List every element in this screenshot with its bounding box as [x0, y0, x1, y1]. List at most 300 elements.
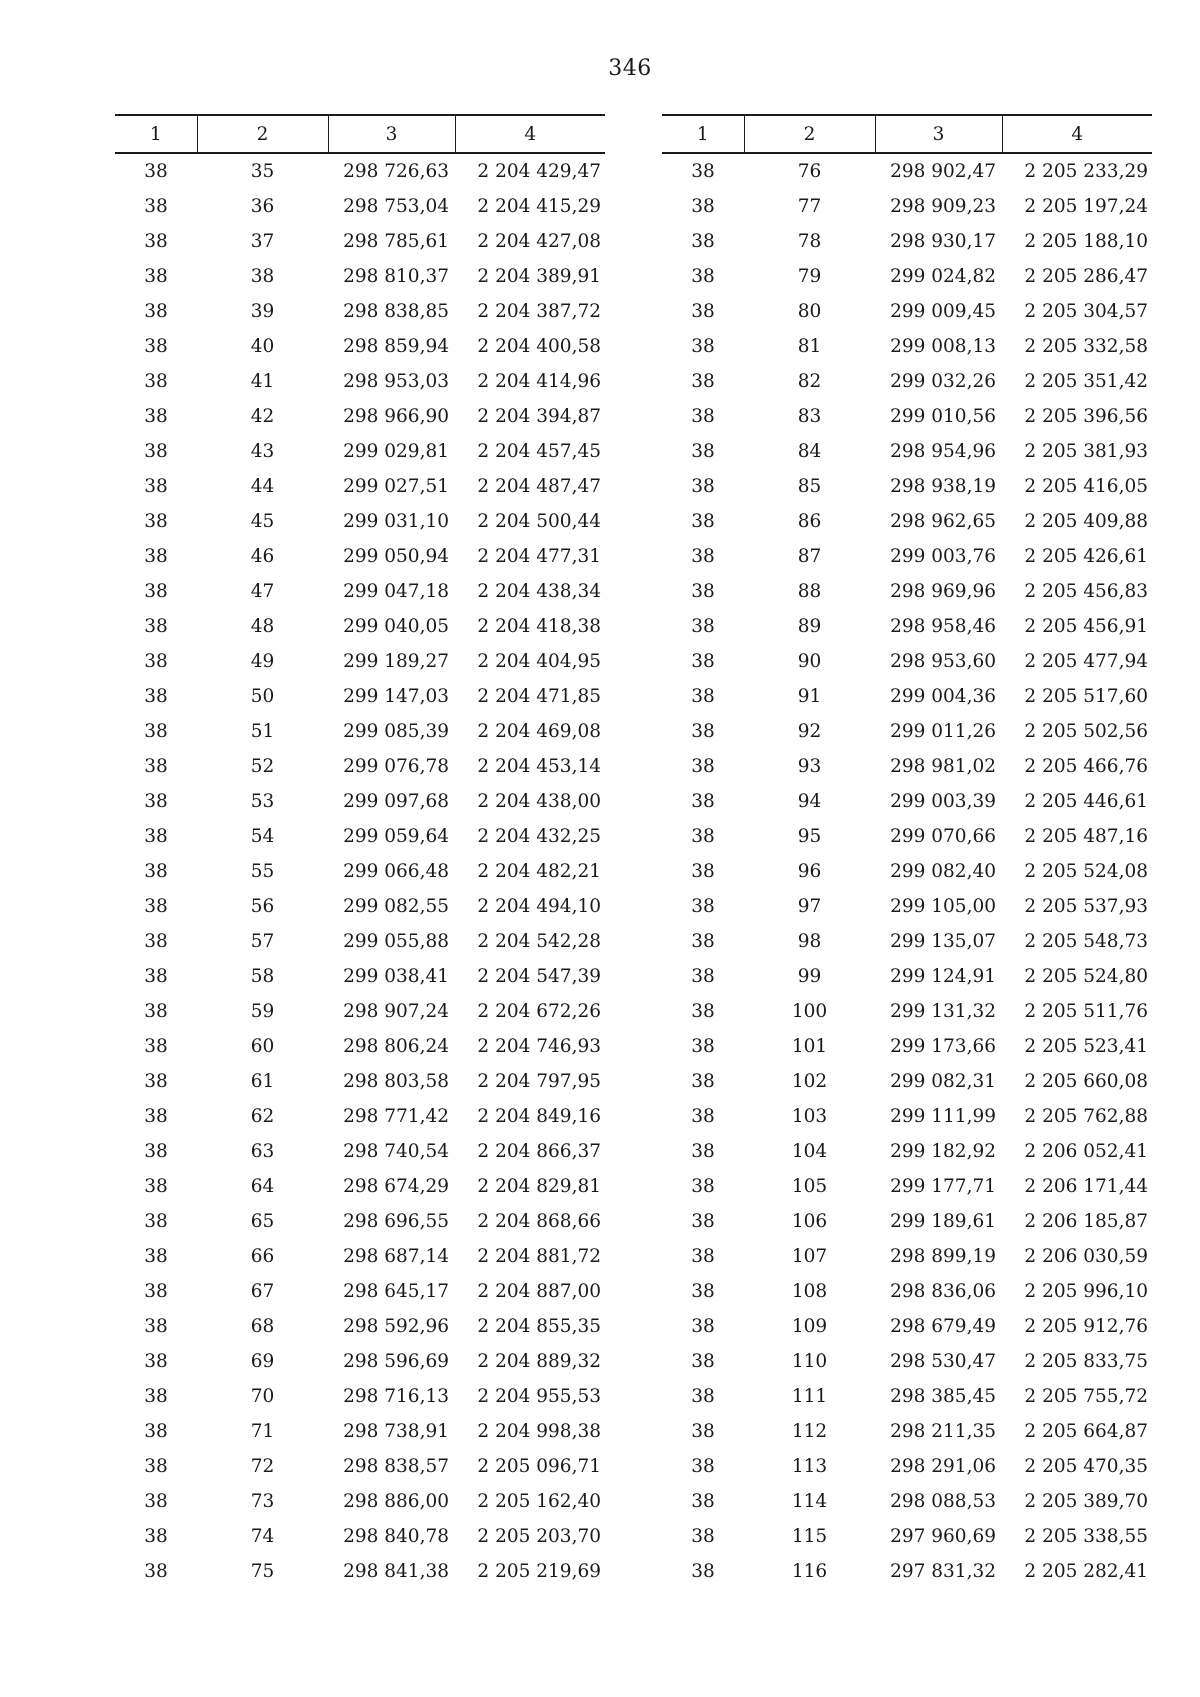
cell-coordinate-y: 2 205 487,16 — [1024, 826, 1148, 847]
table-row — [662, 259, 1152, 294]
cell-point-number: 108 — [791, 1281, 828, 1302]
table-row — [115, 1099, 605, 1134]
column-header-2: 2 — [744, 115, 875, 153]
cell-point-number: 113 — [791, 1456, 828, 1477]
table-row — [115, 1484, 605, 1519]
cell-region: 38 — [691, 546, 715, 567]
cell-region: 38 — [691, 861, 715, 882]
table-row — [115, 1204, 605, 1239]
cell-point-number: 112 — [791, 1421, 828, 1442]
cell-coordinate-x: 298 840,78 — [343, 1526, 449, 1547]
cell-point-number: 36 — [250, 196, 275, 217]
table-row — [115, 1239, 605, 1274]
cell-coordinate-y: 2 205 188,10 — [1024, 231, 1148, 252]
cell-coordinate-x: 298 740,54 — [343, 1141, 449, 1162]
page-number: 346 — [608, 56, 652, 81]
cell-coordinate-y: 2 204 394,87 — [477, 406, 601, 427]
cell-region: 38 — [691, 931, 715, 952]
cell-coordinate-y: 2 204 432,25 — [477, 826, 601, 847]
cell-point-number: 80 — [797, 301, 822, 322]
table-row — [662, 854, 1152, 889]
coordinates-table-left — [115, 114, 605, 1589]
cell-coordinate-x: 299 182,92 — [890, 1141, 996, 1162]
cell-coordinate-y: 2 205 664,87 — [1024, 1421, 1148, 1442]
table-row — [662, 574, 1152, 609]
table-row — [662, 1414, 1152, 1449]
cell-point-number: 65 — [250, 1211, 275, 1232]
cell-coordinate-y: 2 204 418,38 — [477, 616, 601, 637]
cell-region: 38 — [144, 721, 168, 742]
cell-coordinate-y: 2 205 351,42 — [1024, 371, 1148, 392]
table-row — [115, 854, 605, 889]
cell-point-number: 54 — [250, 826, 275, 847]
cell-region: 38 — [144, 266, 168, 287]
cell-coordinate-y: 2 204 414,96 — [477, 371, 601, 392]
table-row — [662, 1029, 1152, 1064]
cell-region: 38 — [691, 476, 715, 497]
cell-point-number: 49 — [250, 651, 275, 672]
cell-region: 38 — [691, 266, 715, 287]
cell-region: 38 — [691, 1001, 715, 1022]
cell-coordinate-x: 298 899,19 — [890, 1246, 996, 1267]
cell-region: 38 — [691, 1141, 715, 1162]
cell-region: 38 — [691, 756, 715, 777]
cell-coordinate-x: 298 909,23 — [890, 196, 996, 217]
cell-coordinate-y: 2 205 446,61 — [1024, 791, 1148, 812]
cell-point-number: 74 — [250, 1526, 275, 1547]
table-row — [115, 1449, 605, 1484]
cell-coordinate-y: 2 205 466,76 — [1024, 756, 1148, 777]
cell-coordinate-y: 2 204 477,31 — [477, 546, 601, 567]
table-row — [115, 994, 605, 1029]
cell-region: 38 — [144, 616, 168, 637]
table-row — [662, 399, 1152, 434]
cell-coordinate-y: 2 205 755,72 — [1024, 1386, 1148, 1407]
cell-point-number: 89 — [797, 616, 822, 637]
cell-point-number: 103 — [791, 1106, 828, 1127]
cell-coordinate-y: 2 204 881,72 — [477, 1246, 601, 1267]
cell-point-number: 66 — [250, 1246, 275, 1267]
cell-point-number: 61 — [250, 1071, 275, 1092]
cell-region: 38 — [144, 1071, 168, 1092]
cell-region: 38 — [691, 686, 715, 707]
cell-coordinate-y: 2 205 524,08 — [1024, 861, 1148, 882]
cell-coordinate-y: 2 205 332,58 — [1024, 336, 1148, 357]
cell-coordinate-x: 299 189,27 — [343, 651, 449, 672]
cell-point-number: 101 — [791, 1036, 828, 1057]
cell-coordinate-y: 2 204 547,39 — [477, 966, 601, 987]
cell-point-number: 84 — [797, 441, 822, 462]
cell-point-number: 45 — [250, 511, 275, 532]
table-row — [662, 1169, 1152, 1204]
column-header-2: 2 — [197, 115, 328, 153]
cell-coordinate-y: 2 204 400,58 — [477, 336, 601, 357]
cell-point-number: 100 — [791, 1001, 828, 1022]
cell-region: 38 — [691, 616, 715, 637]
table-row — [662, 1519, 1152, 1554]
cell-point-number: 83 — [797, 406, 822, 427]
table-row — [115, 1554, 605, 1589]
cell-coordinate-y: 2 204 542,28 — [477, 931, 601, 952]
cell-point-number: 105 — [791, 1176, 828, 1197]
cell-coordinate-y: 2 205 502,56 — [1024, 721, 1148, 742]
table-row — [662, 889, 1152, 924]
cell-region: 38 — [144, 196, 168, 217]
cell-point-number: 71 — [250, 1421, 275, 1442]
cell-point-number: 79 — [797, 266, 822, 287]
cell-coordinate-x: 298 810,37 — [343, 266, 449, 287]
cell-coordinate-x: 299 010,56 — [890, 406, 996, 427]
cell-coordinate-x: 298 674,29 — [343, 1176, 449, 1197]
cell-coordinate-x: 298 716,13 — [343, 1386, 449, 1407]
cell-region: 38 — [691, 371, 715, 392]
cell-coordinate-x: 298 841,38 — [343, 1561, 449, 1582]
column-header-1: 1 — [662, 115, 744, 153]
cell-region: 38 — [144, 651, 168, 672]
table-row — [115, 574, 605, 609]
table-row — [115, 539, 605, 574]
cell-region: 38 — [144, 336, 168, 357]
cell-region: 38 — [144, 1106, 168, 1127]
table-row — [115, 153, 605, 189]
cell-coordinate-y: 2 204 487,47 — [477, 476, 601, 497]
cell-coordinate-y: 2 205 548,73 — [1024, 931, 1148, 952]
cell-coordinate-x: 298 902,47 — [890, 161, 996, 182]
cell-coordinate-y: 2 206 171,44 — [1024, 1176, 1148, 1197]
cell-region: 38 — [144, 1561, 168, 1582]
cell-region: 38 — [691, 1421, 715, 1442]
cell-point-number: 96 — [797, 861, 822, 882]
cell-coordinate-y: 2 204 746,93 — [477, 1036, 601, 1057]
cell-coordinate-y: 2 205 456,83 — [1024, 581, 1148, 602]
cell-coordinate-x: 298 886,00 — [343, 1491, 449, 1512]
cell-point-number: 47 — [250, 581, 275, 602]
cell-coordinate-x: 298 291,06 — [890, 1456, 996, 1477]
table-row — [662, 1379, 1152, 1414]
cell-region: 38 — [144, 1491, 168, 1512]
cell-coordinate-x: 299 038,41 — [343, 966, 449, 987]
table-row — [115, 399, 605, 434]
cell-point-number: 87 — [797, 546, 822, 567]
cell-point-number: 70 — [250, 1386, 275, 1407]
table-row — [662, 539, 1152, 574]
cell-coordinate-x: 298 738,91 — [343, 1421, 449, 1442]
cell-point-number: 94 — [797, 791, 822, 812]
cell-coordinate-x: 299 124,91 — [890, 966, 996, 987]
cell-region: 38 — [144, 1456, 168, 1477]
cell-coordinate-y: 2 204 855,35 — [477, 1316, 601, 1337]
cell-point-number: 81 — [797, 336, 822, 357]
column-header-4: 4 — [1002, 115, 1152, 153]
cell-region: 38 — [691, 511, 715, 532]
cell-region: 38 — [691, 1106, 715, 1127]
cell-coordinate-x: 299 082,40 — [890, 861, 996, 882]
table-row — [662, 714, 1152, 749]
cell-region: 38 — [691, 196, 715, 217]
cell-coordinate-y: 2 204 469,08 — [477, 721, 601, 742]
table-row — [115, 889, 605, 924]
table-row — [662, 1274, 1152, 1309]
cell-region: 38 — [691, 1491, 715, 1512]
table-row — [662, 819, 1152, 854]
cell-region: 38 — [691, 1211, 715, 1232]
cell-coordinate-x: 298 962,65 — [890, 511, 996, 532]
table-row — [662, 189, 1152, 224]
cell-coordinate-y: 2 204 453,14 — [477, 756, 601, 777]
cell-coordinate-x: 299 076,78 — [343, 756, 449, 777]
table-row — [662, 994, 1152, 1029]
cell-coordinate-y: 2 204 471,85 — [477, 686, 601, 707]
cell-point-number: 44 — [250, 476, 275, 497]
cell-point-number: 99 — [797, 966, 822, 987]
cell-coordinate-y: 2 204 672,26 — [477, 1001, 601, 1022]
cell-coordinate-x: 298 645,17 — [343, 1281, 449, 1302]
cell-coordinate-x: 298 088,53 — [890, 1491, 996, 1512]
table-body — [662, 153, 1152, 1589]
table-row — [115, 749, 605, 784]
cell-point-number: 88 — [797, 581, 822, 602]
cell-coordinate-x: 298 596,69 — [343, 1351, 449, 1372]
cell-coordinate-y: 2 205 219,69 — [477, 1561, 601, 1582]
cell-coordinate-x: 299 085,39 — [343, 721, 449, 742]
table-row — [115, 259, 605, 294]
cell-coordinate-y: 2 204 866,37 — [477, 1141, 601, 1162]
cell-coordinate-y: 2 205 396,56 — [1024, 406, 1148, 427]
cell-point-number: 62 — [250, 1106, 275, 1127]
cell-coordinate-x: 299 097,68 — [343, 791, 449, 812]
cell-coordinate-x: 299 031,10 — [343, 511, 449, 532]
cell-region: 38 — [691, 721, 715, 742]
cell-coordinate-x: 297 960,69 — [890, 1526, 996, 1547]
cell-coordinate-x: 299 082,31 — [890, 1071, 996, 1092]
cell-coordinate-x: 298 806,24 — [343, 1036, 449, 1057]
cell-region: 38 — [691, 581, 715, 602]
cell-coordinate-y: 2 204 797,95 — [477, 1071, 601, 1092]
cell-point-number: 59 — [250, 1001, 275, 1022]
cell-coordinate-x: 298 838,85 — [343, 301, 449, 322]
cell-point-number: 91 — [797, 686, 822, 707]
cell-point-number: 77 — [797, 196, 822, 217]
cell-region: 38 — [144, 1351, 168, 1372]
cell-region: 38 — [144, 511, 168, 532]
table-row — [115, 1029, 605, 1064]
cell-coordinate-y: 2 204 494,10 — [477, 896, 601, 917]
cell-point-number: 86 — [797, 511, 822, 532]
cell-region: 38 — [691, 791, 715, 812]
cell-region: 38 — [144, 161, 168, 182]
cell-point-number: 51 — [250, 721, 275, 742]
cell-coordinate-y: 2 205 477,94 — [1024, 651, 1148, 672]
cell-coordinate-y: 2 205 381,93 — [1024, 441, 1148, 462]
cell-region: 38 — [144, 931, 168, 952]
cell-coordinate-y: 2 206 185,87 — [1024, 1211, 1148, 1232]
table-row — [662, 644, 1152, 679]
table-row — [662, 1239, 1152, 1274]
cell-point-number: 102 — [791, 1071, 828, 1092]
cell-point-number: 111 — [791, 1386, 828, 1407]
cell-coordinate-x: 299 050,94 — [343, 546, 449, 567]
cell-point-number: 114 — [791, 1491, 828, 1512]
table-row — [115, 1309, 605, 1344]
table-row — [115, 1274, 605, 1309]
table-row — [115, 224, 605, 259]
cell-point-number: 73 — [250, 1491, 275, 1512]
cell-coordinate-y: 2 204 482,21 — [477, 861, 601, 882]
cell-point-number: 76 — [797, 161, 822, 182]
cell-coordinate-y: 2 205 233,29 — [1024, 161, 1148, 182]
cell-coordinate-y: 2 204 829,81 — [477, 1176, 601, 1197]
cell-point-number: 60 — [250, 1036, 275, 1057]
cell-region: 38 — [144, 441, 168, 462]
cell-point-number: 52 — [250, 756, 275, 777]
cell-region: 38 — [691, 1456, 715, 1477]
table-header-row — [662, 115, 1152, 153]
cell-point-number: 46 — [250, 546, 275, 567]
cell-coordinate-y: 2 205 762,88 — [1024, 1106, 1148, 1127]
cell-coordinate-y: 2 205 996,10 — [1024, 1281, 1148, 1302]
cell-point-number: 68 — [250, 1316, 275, 1337]
cell-coordinate-y: 2 204 429,47 — [477, 161, 601, 182]
table-row — [662, 784, 1152, 819]
table-row — [662, 364, 1152, 399]
cell-coordinate-y: 2 205 416,05 — [1024, 476, 1148, 497]
table-row — [662, 1484, 1152, 1519]
table-header-row — [115, 115, 605, 153]
table-row — [662, 1344, 1152, 1379]
cell-point-number: 109 — [791, 1316, 828, 1337]
cell-point-number: 92 — [797, 721, 822, 742]
cell-coordinate-x: 299 009,45 — [890, 301, 996, 322]
table-row — [115, 1064, 605, 1099]
cell-coordinate-x: 298 771,42 — [343, 1106, 449, 1127]
cell-region: 38 — [144, 476, 168, 497]
cell-coordinate-y: 2 206 030,59 — [1024, 1246, 1148, 1267]
table-row — [115, 504, 605, 539]
cell-coordinate-x: 298 785,61 — [343, 231, 449, 252]
cell-region: 38 — [691, 161, 715, 182]
cell-region: 38 — [144, 371, 168, 392]
cell-coordinate-x: 298 803,58 — [343, 1071, 449, 1092]
cell-coordinate-y: 2 205 282,41 — [1024, 1561, 1148, 1582]
cell-point-number: 107 — [791, 1246, 828, 1267]
cell-point-number: 69 — [250, 1351, 275, 1372]
cell-region: 38 — [691, 966, 715, 987]
cell-region: 38 — [144, 686, 168, 707]
cell-region: 38 — [144, 1036, 168, 1057]
cell-region: 38 — [144, 896, 168, 917]
cell-coordinate-y: 2 206 052,41 — [1024, 1141, 1148, 1162]
cell-point-number: 67 — [250, 1281, 275, 1302]
table-row — [115, 294, 605, 329]
coordinates-table-right — [662, 114, 1152, 1589]
cell-coordinate-y: 2 205 523,41 — [1024, 1036, 1148, 1057]
cell-point-number: 90 — [797, 651, 822, 672]
cell-coordinate-y: 2 204 887,00 — [477, 1281, 601, 1302]
cell-coordinate-y: 2 204 438,00 — [477, 791, 601, 812]
cell-coordinate-y: 2 205 524,80 — [1024, 966, 1148, 987]
cell-coordinate-x: 298 211,35 — [890, 1421, 996, 1442]
cell-coordinate-y: 2 204 387,72 — [477, 301, 601, 322]
table-row — [115, 1134, 605, 1169]
table-row — [662, 1204, 1152, 1239]
table-row — [662, 434, 1152, 469]
cell-point-number: 63 — [250, 1141, 275, 1162]
cell-coordinate-y: 2 205 197,24 — [1024, 196, 1148, 217]
cell-coordinate-x: 299 047,18 — [343, 581, 449, 602]
cell-coordinate-x: 298 687,14 — [343, 1246, 449, 1267]
table-row — [662, 1134, 1152, 1169]
cell-coordinate-y: 2 205 456,91 — [1024, 616, 1148, 637]
cell-coordinate-x: 298 969,96 — [890, 581, 996, 602]
cell-region: 38 — [144, 756, 168, 777]
cell-point-number: 95 — [797, 826, 822, 847]
cell-coordinate-x: 298 679,49 — [890, 1316, 996, 1337]
table-row — [662, 504, 1152, 539]
cell-coordinate-y: 2 204 955,53 — [477, 1386, 601, 1407]
table-row — [115, 329, 605, 364]
cell-region: 38 — [144, 826, 168, 847]
cell-coordinate-x: 298 592,96 — [343, 1316, 449, 1337]
table-body — [115, 153, 605, 1589]
cell-region: 38 — [691, 1351, 715, 1372]
cell-region: 38 — [691, 826, 715, 847]
cell-coordinate-y: 2 205 470,35 — [1024, 1456, 1148, 1477]
cell-coordinate-x: 298 530,47 — [890, 1351, 996, 1372]
cell-point-number: 64 — [250, 1176, 275, 1197]
cell-point-number: 98 — [797, 931, 822, 952]
cell-point-number: 41 — [250, 371, 275, 392]
table-row — [662, 294, 1152, 329]
table-row — [662, 679, 1152, 714]
cell-point-number: 85 — [797, 476, 822, 497]
cell-point-number: 104 — [791, 1141, 828, 1162]
cell-coordinate-y: 2 205 833,75 — [1024, 1351, 1148, 1372]
table-row — [115, 1519, 605, 1554]
table-row — [115, 644, 605, 679]
table-row — [115, 1169, 605, 1204]
cell-coordinate-y: 2 205 338,55 — [1024, 1526, 1148, 1547]
table-row — [662, 749, 1152, 784]
cell-region: 38 — [144, 1316, 168, 1337]
cell-coordinate-x: 299 082,55 — [343, 896, 449, 917]
cell-point-number: 57 — [250, 931, 275, 952]
table-row — [115, 1379, 605, 1414]
cell-coordinate-y: 2 205 511,76 — [1024, 1001, 1148, 1022]
cell-coordinate-x: 298 838,57 — [343, 1456, 449, 1477]
cell-coordinate-x: 298 930,17 — [890, 231, 996, 252]
cell-coordinate-y: 2 204 500,44 — [477, 511, 601, 532]
cell-coordinate-x: 299 055,88 — [343, 931, 449, 952]
table-row — [115, 189, 605, 224]
cell-coordinate-x: 299 040,05 — [343, 616, 449, 637]
cell-region: 38 — [144, 1526, 168, 1547]
cell-coordinate-x: 298 958,46 — [890, 616, 996, 637]
cell-coordinate-x: 298 938,19 — [890, 476, 996, 497]
cell-coordinate-x: 298 836,06 — [890, 1281, 996, 1302]
table-row — [115, 1344, 605, 1379]
cell-coordinate-x: 299 029,81 — [343, 441, 449, 462]
cell-region: 38 — [691, 1036, 715, 1057]
cell-point-number: 42 — [250, 406, 275, 427]
cell-coordinate-y: 2 205 389,70 — [1024, 1491, 1148, 1512]
cell-coordinate-x: 299 004,36 — [890, 686, 996, 707]
cell-coordinate-x: 298 696,55 — [343, 1211, 449, 1232]
cell-point-number: 106 — [791, 1211, 828, 1232]
cell-coordinate-x: 299 131,32 — [890, 1001, 996, 1022]
cell-region: 38 — [144, 966, 168, 987]
cell-region: 38 — [691, 651, 715, 672]
cell-region: 38 — [691, 1386, 715, 1407]
